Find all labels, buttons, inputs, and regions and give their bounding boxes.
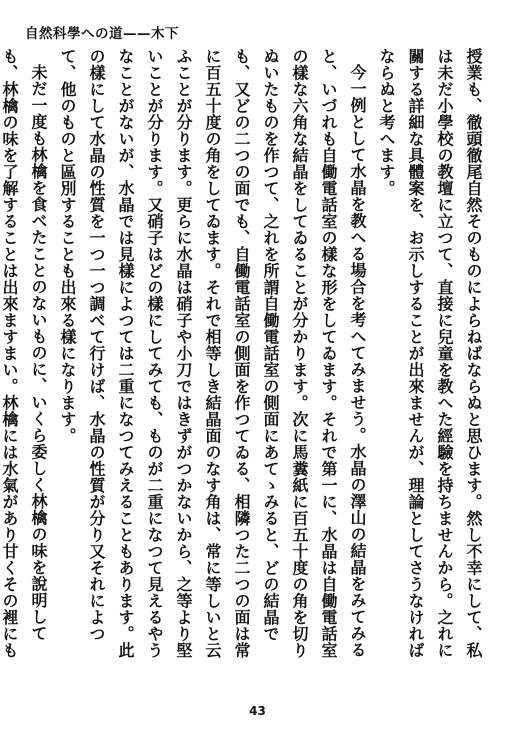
- paragraph: 未だ一度も林檎を食べたことのないものに、いくら委しく林檎の味を說明しても、林檎の味を了解することは出來ますまい。林檎には水氣があり甘くその裡にも: [0, 48, 48, 659]
- body-text: [0, 48, 488, 660]
- paragraph: 授業も、徹頭徹尾自然そのものによらねばならぬと思ひます。然し不幸にして、私は未だ小學校の教壇に立つて、直接に兒童を教へた經驗を持ちませんから。之れに關する詳細な具體案を、お示しすることが出來ませんが、理論としてさうなければならぬと考へます。: [377, 48, 483, 659]
- page-number: 43: [249, 704, 266, 718]
- running-head: 自然科學への道——木下: [25, 26, 179, 42]
- paragraph: 今一例として水晶を教へる場合を考へてみませう。水晶の澤山の結晶をみてみると、いづれも自働電話室の樣な形をしてゐます。それで第一に、水晶は自働電話室の樣な六角な結晶をしてゐることが分かります。次に馬糞紙に百五十度の角を切りぬいたものを作つて、之れを所謂自働電話室の側面にあてゝみると、どの結晶でも、又どの二つの面でも、自働電話室の側面を作つてゐる、相隣つた二つの面は常に百五十度の角をしてゐます。それで相等しき結晶面のなす角は、常に等しいと云ふことが分ります。更らに水晶は硝子や小刀ではきずがつかないから、之等より堅いことが分ります。又硝子はどの樣にしてみても、ものが二重になつて見えるやうなことがないが、水晶では見樣によつては二重になつてみえることもあります。此の樣にして水晶の性質を一つ一つ調べて行けば、水晶の性質が分り又それによつて、他のものと區別することも出來る樣になります。: [58, 48, 367, 659]
